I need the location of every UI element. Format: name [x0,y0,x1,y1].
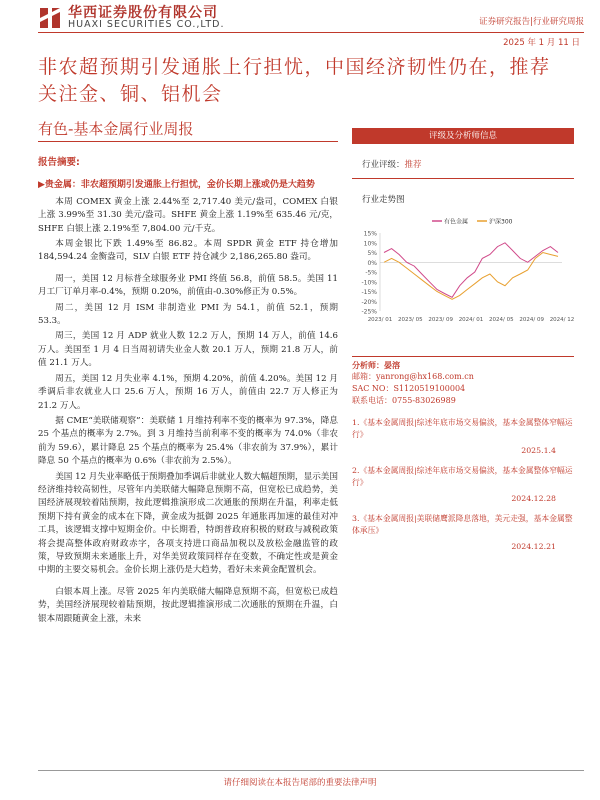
paragraph: 周二，美国 12 月 ISM 非制造业 PMI 为 54.1，前值 52.1，预期 53.3。 [38,302,338,327]
logo-chinese-name: 华西证券股份有限公司 [68,5,218,21]
logo-english-name: HUAXI SECURITIES CO.,LTD. [68,19,225,30]
related-report-link[interactable]: 3.《基本金属周报|美联储鹰派降息落地，美元走强，基本金属整体承压》 [352,514,573,535]
main-content [38,156,338,628]
sidebar-divider [352,178,574,179]
report-subtitle: 有色-基本金属行业周报 [38,120,194,138]
paragraph: 本周金银比下跌 1.49%至 86.82。本周 SPDR 黄金 ETF 持仓增加 184,594.24 金衡盎司，SLV 白银 ETF 持仓减少 2,186,265.80 盎司。 [38,239,338,263]
y-tick-label: 10% [363,240,377,248]
y-tick-label: 5% [367,250,377,257]
paragraph: 周五，美国 12 月失业率 4.1%，预期 4.20%，前值 4.20%。美国 12 月季调后非农就业人口 25.6 万人，预期 16 万人，前值由 22.7 万人修正为 21.2 万人。 [38,373,338,411]
y-tick-label: -15% [361,289,377,296]
y-tick-label: -20% [361,298,377,306]
paragraph: 周三，美国 12 月 ADP 就业人数 12.2 万人，预期 14 万人，前值 14.6 万人。美国至 1 月 4 日当周初请失业金人数 20.1 万人，预期 21.8 万人，前值 21.1 万人。 [38,331,338,369]
key-point: ▶贵金属：非农超预期引发通胀上行担忧，金价长期上涨或仍是大趋势 [38,180,315,191]
analyst-name: 分析师：晏溶 [352,360,400,370]
y-tick-label: -25% [361,308,377,316]
subtitle-divider [38,141,338,142]
paragraph: 周一，美国 12 月标普全球服务业 PMI 终值 56.8，前值 58.5。美国 11 月工厂订单月率-0.4%，预期 0.20%，前值由-0.30%修正为 0.5%。 [38,273,338,298]
x-tick-label: 2023/ 01 [367,317,393,323]
related-report-date: 2024.12.21 [511,542,556,551]
logo-mark-icon [38,4,64,30]
analyst-phone: 联系电话：0755-83026989 [352,396,456,405]
trend-chart [352,211,574,331]
related-report-date: 2024.12.28 [511,494,556,503]
legend-label: 有色金属 [444,218,469,226]
analyst-sac: SAC NO：S1120519100004 [352,384,466,393]
x-tick-label: 2023/ 09 [428,317,453,323]
related-report-date: 2025.1.4 [521,446,556,455]
report-date: 2025 年 1 月 11 日 [503,38,580,48]
paragraph: 本周 COMEX 黄金上涨 2.44%至 2,717.40 美元/盎司，COMEX 白银上涨 3.99%至 31.30 美元/盎司。SHFE 黄金上涨 1.19%至 635.46 元/克，SHFE 白银上涨 2.19%至 7,804.00 元/千克。 [38,196,338,234]
legend-label: 沪深300 [489,218,513,226]
series-line [384,243,558,297]
x-tick-label: 2024/ 09 [519,317,544,323]
sidebar [352,128,574,331]
paragraph: 白银本周上涨。尽管 2025 年内美联储大幅降息预期不高，但宽松已成趋势，美国经济展现较着陆预期，按此逻辑推演形成二次通胀的预期在升温，白银本周跟随黄金上涨，未来 [38,586,338,624]
related-report-link[interactable]: 1.《基本金属周报|综述年底市场交易偏淡，基本金属整体窄幅运行》 [352,418,573,439]
industry-rating [362,158,574,170]
x-tick-label: 2023/ 05 [398,317,423,323]
analyst-info [352,356,574,561]
x-tick-label: 2024/ 05 [489,317,514,323]
related-reports [352,417,574,553]
footer-divider [38,770,584,771]
footer-disclaimer: 请仔细阅读在本报告尾部的重要法律声明 [223,778,377,788]
report-type: 证券研究报告|行业研究周报 [479,17,584,27]
analyst-email: 邮箱：yanrong@hx168.com.cn [352,372,474,381]
section-title: 报告摘要: [38,157,80,168]
x-tick-label: 2024/ 01 [458,317,484,323]
y-tick-label: -5% [365,269,377,277]
y-tick-label: 0% [367,259,377,267]
trend-chart-label: 行业走势图 [362,195,405,205]
report-title: 非农超预期引发通胀上行担忧，中国经济韧性仍在，推荐关注金、铜、铝机会 [38,56,551,105]
header-divider [38,32,584,33]
analyst-divider [352,356,574,357]
paragraph: 美国 12 月失业率略低于预期叠加季调后非就业人数大幅超预期，显示美国经济维持较高韧性，尽管年内美联储大幅降息预期不高，但宽松已成趋势，美国经济展现较着陆预期，按此逻辑推演形成二次通胀的预期在升温，利率走低预期下持有黄金的成本在下降，黄金成为抵御 2025 年通胀再加速的最佳对冲工具，该逻辑支撑中短期金价。中长期看，特朗普政府积极的财政与减税政策将会提高整体政府财政赤字，各项支持进口商品加税以及放松金融监管的政策，导致预期未来通胀上升，对华美贸政策同样存在变数，不确定性或是黄金中期的主要交易机会。金价长期上涨仍是大趋势，看好未来黄金配置机会。 [38,471,338,576]
rating-label: 行业评级： [362,160,405,170]
paragraph: 据 CME“美联储观察”：美联储 1 月维持利率不变的概率为 97.3%，降息 25 个基点的概率为 2.7%。到 3 月维持当前利率不变的概率为 74.0%（非农前为 59.6），累计降息 25 个基点的概率为 25.4%（非农前为 37.9%），累计降息 50 个基点的概率为 0.6%（非农前为 2.5%）。 [38,415,338,467]
related-report-link[interactable]: 2.《基本金属周报|综述年底市场交易偏淡，基本金属整体窄幅运行》 [352,466,573,487]
y-tick-label: -10% [361,279,377,287]
sidebar-header: 评级及分析师信息 [352,128,574,144]
trend-chart-svg [352,211,574,331]
y-tick-label: 15% [363,230,377,238]
rating-value: 推荐 [404,160,422,170]
x-tick-label: 2024/ 12 [549,317,574,323]
